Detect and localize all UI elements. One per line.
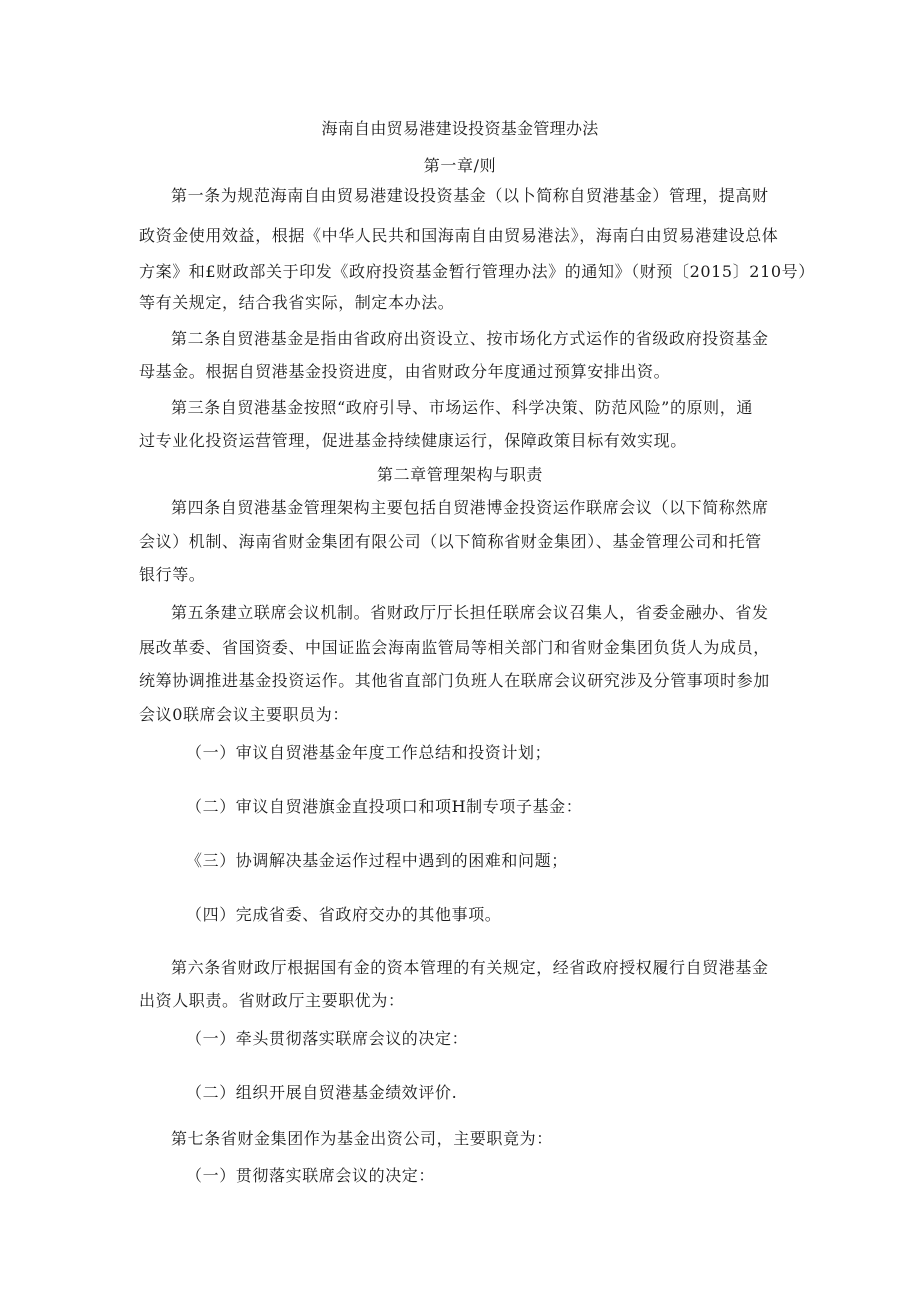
chapter-heading: 第二章管理架构与职责 — [376, 465, 543, 484]
paragraph-line: 展改革委、省国资委、中国证监会海南监管局等相关部门和省财金集团负货人为成员， — [139, 638, 770, 657]
list-item: （二）组织开展自贸港基金绩效评价. — [186, 1083, 458, 1102]
document-title: 海南自由贸易港建设投资基金管理办法 — [321, 119, 599, 138]
list-item: （二）审议自贸港旗金直投项口和项H制专项子基金： — [186, 797, 583, 816]
paragraph-line: 会议0联席会议主要职员为： — [139, 705, 349, 724]
paragraph-line: 等有关规定，结合我省实际，制定本办法。 — [139, 293, 455, 312]
list-item: （一）贯彻落实联席会议的决定： — [186, 1166, 436, 1185]
paragraph-line: 银行等。 — [139, 565, 206, 584]
list-item: （一）审议自贸港基金年度工作总结和投资计划； — [186, 743, 552, 762]
paragraph-line: 过专业化投资运营管理，促进基金持续健康运行，保障政策目标有效实现。 — [139, 431, 687, 450]
paragraph-line: 第五条建立联席会议机制。省财政厅厅长担任联席会议召集人，省委金融办、省发 — [171, 603, 769, 622]
paragraph-line: 第三条自贸港基金按照“政府引导、市场运作、科学决策、防范风险”的原则，通 — [171, 398, 753, 417]
paragraph-line: 政资金使用效益，根据《中华人民共和国海南自由贸易港法》，海南白由贸易港建设总体 — [139, 226, 779, 245]
paragraph-line: 母基金。根据自贸港基金投资进度，由省财政分年度通过预算安排出资。 — [139, 362, 671, 381]
list-item: 《三）协调解决基金运作过程中遇到的困难和问题； — [186, 851, 568, 870]
paragraph-line: 第七条省财金集团作为基金出资公司，主要职竟为： — [171, 1129, 553, 1148]
chapter-heading: 第一章∕则 — [423, 156, 497, 175]
list-item: （一）牵头贯彻落实联席会议的决定： — [186, 1029, 469, 1048]
paragraph-line: 第六条省财政厅根据国有金的资本管理的有关规定，经省政府授权履行自贸港基金 — [171, 958, 769, 977]
paragraph-line: 第二条自贸港基金是指由省政府出资设立、按市场化方式运作的省级政府投资基金 — [171, 329, 769, 348]
paragraph-line: 第四条自贸港基金管理架构主要包括自贸港博金投资运作联席会议（以下简称然席 — [171, 498, 769, 517]
paragraph-line: 统筹协调推进基金投资运作。其他省直部门负班人在联席会议研究涉及分管事项时参加 — [139, 671, 770, 690]
list-item: （四）完成省委、省政府交办的其他事项。 — [186, 905, 502, 924]
paragraph-line: 第一条为规范海南自由贸易港建设投资基金（以卜简称自贸港基金）管理，提高财 — [171, 186, 769, 205]
paragraph-line: 出资人职责。省财政厅主要职优为： — [139, 991, 405, 1010]
paragraph-line: 方案》和£财政部关于印发《政府投资基金暂行管理办法》的通知》（财预〔2015〕210号） — [139, 262, 815, 281]
paragraph-line: 会议）机制、海南省财金集团有限公司（以下简称省财金集团）、基金管理公司和托管 — [139, 532, 762, 551]
